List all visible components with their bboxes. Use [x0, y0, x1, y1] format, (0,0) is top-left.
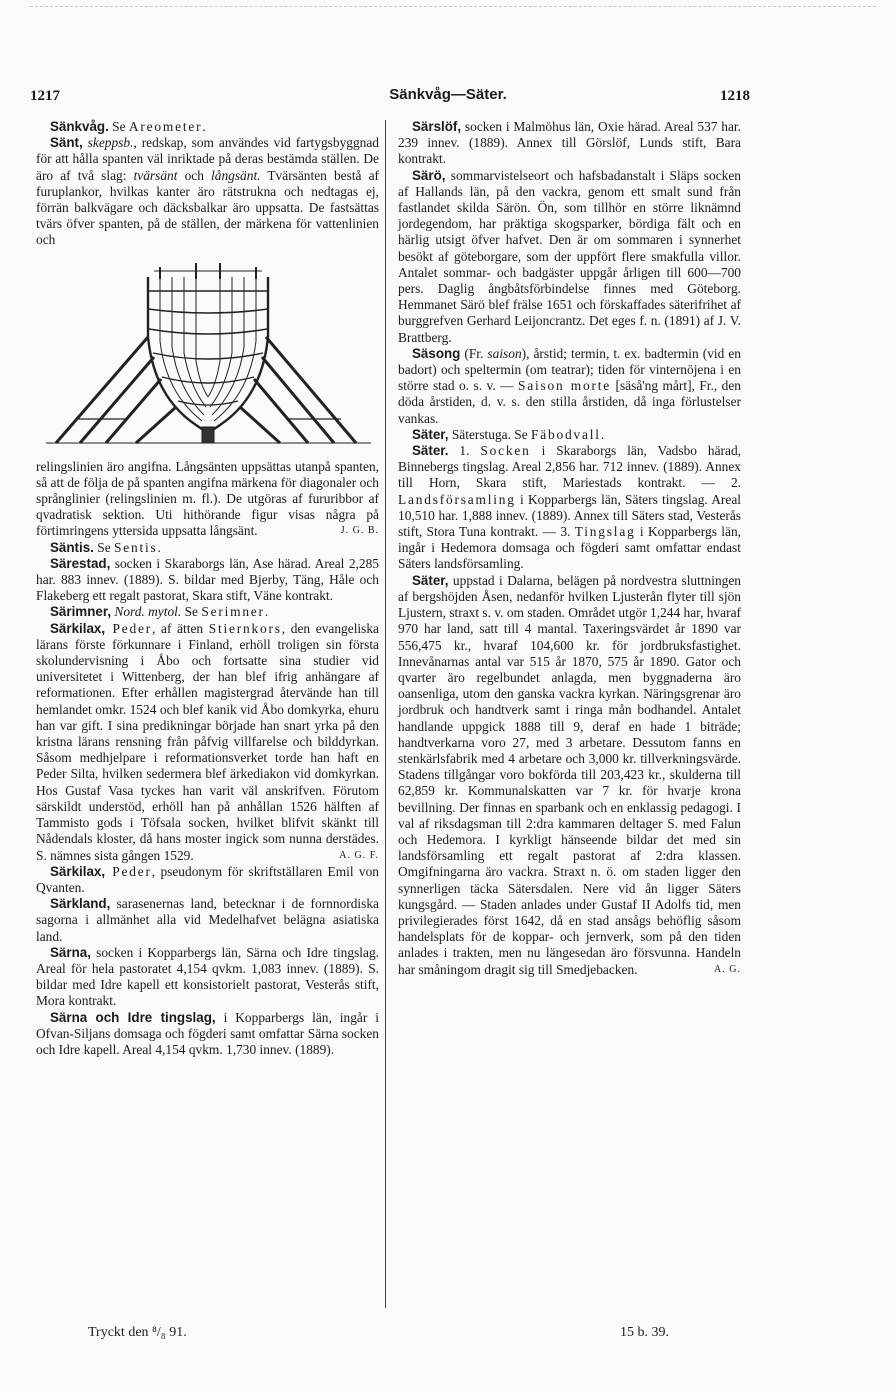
entry-text: sarasenernas land, betecknar i de fornnordiska sagorna i allmänhet alla vid Medelhafvet belägna asiatiska land. — [36, 896, 379, 944]
headword: Särkilax, — [50, 620, 106, 636]
cross-reference: Sentis — [114, 539, 158, 555]
entry-sarkilax — [36, 621, 379, 864]
ship-frame-figure — [36, 257, 379, 449]
entry-term: Saison morte — [518, 378, 612, 394]
entry-text: i Skaraborgs län, Vadsbo härad, Binnebergs tingslag. Areal 2,856 har. 712 innev. (1889). Annex till Horn, Skara stift, Mariestads kontrakt. — 2. — [398, 443, 742, 491]
entry-text: , redskap, som användes vid fartygsbyggnad för att hålla spanten väl inriktade på deras bestämda ställen. De äro af två slag: — [36, 135, 379, 183]
entry-text: . — [264, 604, 269, 620]
entry-term: långsänt. — [211, 167, 261, 183]
entry-sarna — [36, 945, 379, 1010]
entry-text: (Fr. — [460, 345, 488, 361]
entry-santis — [36, 540, 379, 556]
entry-sarimner — [36, 604, 379, 620]
entry-text: i Kopparbergs län, ingår i Ofvan-Siljans domsaga och fögderi samt omfattar Särna socken och Idre kapell. Areal 4,154 qvkm. 1,730 innev. (1889). — [36, 1009, 379, 1057]
entry-saro — [398, 168, 741, 346]
entry-text: [säså'ng mårt], Fr., den döda årstiden, d. v. s. den stilla årstiden, då inga förlustelser vankas. — [398, 378, 741, 426]
right-column — [398, 119, 741, 978]
cross-reference: Fäbodvall — [531, 426, 601, 442]
person-name: Peder — [105, 863, 152, 879]
headword: Särkland, — [50, 896, 111, 912]
entry-text: socken i Skaraborgs län, Ase härad. Areal 2,285 har. 883 innev. (1889). S. bildar med Bjerby, Täng, Håle och Flakeberg ett regalt pastorat, Skara stift, Väne kontrakt. — [36, 555, 379, 604]
entry-sater-socken — [398, 443, 741, 573]
entry-sankvag — [36, 119, 379, 135]
entry-term: Tingslag — [574, 524, 636, 540]
entry-text: ), årstid; termin, t. ex. badtermin (vid en badort) och speltermin (om teatrar); tiden för vinternöjena i en större stad o. s. v. — — [398, 345, 741, 394]
entry-sasong — [398, 346, 741, 427]
entry-text: 1. — [448, 443, 481, 459]
entry-sater-stad — [398, 573, 741, 978]
entry-sarkilax-pseudonym — [36, 864, 379, 896]
headword: Sänkvåg. — [50, 119, 109, 134]
headword: Sänt, — [50, 135, 83, 151]
entry-text: . — [157, 539, 161, 555]
entry-text: uppstad i Dalarna, belägen på nordvestra sluttningen af bergshöjden Åsen, nedanför hvilken Ljusterån flyter till sjön Ljustern, straxt s. v. om staden. Området utgör 1,244 har, hvaraf 970 har land, satt till 4 mantal. Taxeringsvärdet år 1890 var 556,475 kr., hvaraf 104,600 kr. för jordbruksfastighet. Innevånarnas antal var 515 år 1870, 575 år 1890. Gator och qvarter äro regelbundet anlagda, men byggnaderna äro oansenliga, utom den ganska vackra kyrkan. Näringsgrenar äro jordbruk och handtverk samt i ringa mån bodhandel. Antalet handlande uppgick 1888 till 9, deraf en hade 1 biträde; handtverkarna voro 27, med 3 arbetare. Dessutom fanns en stenkärlsfabrik med 4 arbetare och 3,000 kr. tillverkningsvärde. Stadens tillgångar voro bokförda till 203,423 kr., skulderna till 62,859 kr. Kommunalskatten var 7 kr. för hvarje krona bevillning. Der finnas en sparbank och en enklassig pedagogi. I val af riksdagsman till 2:dra kammaren deltager S. med Falun och Hedemora. I kyrkligt hänseende bildar det med sin landsförsamling ett regalt pastorat af 2:dra klassen. Omgifningarna äro vackra. Straxt n. ö. om staden ligger den synnerligen täcka Sätersdalen. Nere vid ån ligger Säters kungsgård. — Staden anlades under Gustaf II Adolfs tid, men privilegierades först 1642, då en stad ansågs behöflig såsom handelsplats för de koppar- och jernverk, som på den tiden anlades i trakten, men nu längesedan äro försvunna. Handeln har småningom dragit sig till Smedjebacken. — [398, 572, 741, 977]
author-signature: A. G. F. — [339, 849, 379, 861]
entry-text: sommarvistelseort och hafsbadanstalt i Släps socken af Hallands län, på den vackra, genom ett smalt sund från fastlandet skilda Särön. Ön, som tillhör en större liknämnd jordegendom, har präktiga skogsparker, bördiga fält och en härlig utsigt öfver hafvet. Den är om sommaren i synnerhet besökt af göteborgare, som der uppfört flere smakfulla villor. Antalet sommar- och badgäster uppgår årligen till 600—700 pers. Daglig ångbåtsförbindelse finnes med Göteborg. Hemmanet Särö blef frälse 1651 och förskaffades säterifrihet af burggrefven Gerhard Leijoncrantz. Det eges f. n. (1891) af J. V. Brattberg. — [398, 167, 741, 345]
headword: Särestad, — [50, 555, 111, 571]
entry-text: och — [177, 167, 212, 183]
family-name: Stiernkors — [208, 620, 282, 636]
author-signature: J. G. B. — [340, 525, 379, 537]
entry-text: Tvärsänten bestå af furuplankor, hvilkas kanter äro rätstrukna och nedtagas ej, förrän balkvägare och däcksbalkar äro uppsatta. De fastsättas tvärs öfver spanten, på de ställen, der märkena för vattenlinien och — [36, 167, 379, 248]
print-date: Tryckt den ⁸/₈ 91. — [88, 1325, 187, 1340]
headword: Särö, — [412, 167, 446, 183]
headword: Säter, — [412, 426, 449, 442]
headword: Säntis. — [50, 539, 94, 555]
entry-sarkland — [36, 896, 379, 945]
entry-text: . — [202, 119, 206, 134]
top-border — [30, 6, 876, 7]
entry-sarna-idre — [36, 1010, 379, 1059]
entry-sant-cont — [36, 459, 379, 540]
headword: Särna och Idre tingslag, — [50, 1009, 216, 1025]
entry-sant — [36, 135, 379, 248]
headword: Särkilax, — [50, 863, 106, 879]
headword: Säsong — [412, 345, 461, 361]
cross-reference: Areometer — [128, 119, 203, 134]
entry-term: tvärsänt — [133, 167, 178, 183]
entry-text: Se — [181, 604, 202, 620]
headword: Särslöf, — [412, 119, 462, 134]
sheet-signature: 15 b. 39. — [620, 1325, 669, 1340]
entry-term: saison — [487, 345, 522, 361]
person-name: Peder — [105, 620, 153, 636]
headword: Särna, — [50, 944, 91, 960]
entry-text: i Kopparbergs län, Säters tingslag. Areal 10,510 har. 1,888 innev. (1889). Annex till Säters stad, Vesterås stift, Stora Tuna kontrakt. — 3. — [398, 491, 741, 540]
running-title: Sänkvåg—Säter. — [389, 86, 507, 103]
entry-text: . — [600, 426, 605, 442]
entry-sarslof — [398, 119, 741, 168]
ship-frame-illustration — [36, 257, 379, 449]
entry-text: Se — [108, 119, 129, 134]
entry-text: relingslinien äro angifna. Långsänten uppsättas utanpå spanten, så att de följa de på spanten angifna märkena för diagonaler och språnglinier (relingslinien m. fl.). De utgöras af fururibbor af qvadratisk sektion. Uti hithörande figur visas några på förtimringens yttersida uppsatta långsänt. — [36, 458, 379, 539]
entry-abbrev: skeppsb. — [82, 135, 134, 151]
entry-text: i Kopparbergs län, ingår i Hedemora domsaga och fögderi samt omfattar endast Säters landsförsamling. — [398, 524, 741, 572]
left-column — [36, 119, 379, 1058]
page-number-right: 1218 — [720, 88, 750, 104]
entry-text: socken i Kopparbergs län, Särna och Idre tingslag. Areal för hela pastoratet 4,154 qvkm. 1,083 innev. (1889). S. bildar med Idre kapell ett konsistorielt pastorat, Vesterås stift, Mora kontrakt. — [36, 944, 379, 1009]
entry-sarestad — [36, 556, 379, 605]
entry-text: socken i Malmöhus län, Oxie härad. Areal 537 har. 239 innev. (1889). Annex till Görslöf, Lunds stift, Bara kontrakt. — [398, 119, 741, 167]
headword: Säter, — [412, 572, 449, 588]
entry-text: , af ätten — [152, 620, 209, 636]
entry-term: Socken — [480, 443, 531, 459]
cross-reference: Serimner — [201, 604, 265, 620]
entry-text: Säterstuga. Se — [448, 426, 532, 442]
entry-term: Landsförsamling — [398, 491, 516, 507]
entry-text: Se — [93, 539, 114, 555]
page-number-left: 1217 — [30, 88, 60, 104]
column-divider — [385, 120, 386, 1308]
entry-text: , pseudonym för skriftställaren Emil von Qvanten. — [36, 863, 380, 895]
author-signature: A. G. — [714, 963, 741, 975]
entry-text: , den evangeliska lärans förste förkunnare i Finland, erhöll troligen sin första skolundervisning i Åbo och fortsatte sina studier vid universitetet i Wittenberg, der han blef ifrig anhängare af reformationen. Efter erhållen magistergrad återvände han till hemlandet omkr. 1524 och blef kanik vid Åbo domkyrka, ehuru han var gift. I sina predikningar började han snart yrka på den kristna lärans rensning från påfvig villfarelse och bilddyrkan. Såsom medhjelpare i reformationsverket torde han haft en Peder Silta, hvilken sedermera blef ärkediakon vid domkyrkan. Hos Gustaf Vasa tyckes han varit väl anskrifven. Förutom särskildt understöd, erhöll han på anhållan 1526 hälften af Tammisto gods i Töfsala socken, hvilket blifvit skänkt till Nådendals kloster, då hans moster ingick som nunna derstädes. S. nämnes sista gången 1529. — [36, 620, 379, 863]
headword: Säter. — [412, 443, 449, 459]
headword: Särimner, — [50, 604, 112, 620]
entry-sater-saterstuga — [398, 427, 741, 443]
entry-abbrev: Nord. mytol. — [111, 604, 182, 620]
